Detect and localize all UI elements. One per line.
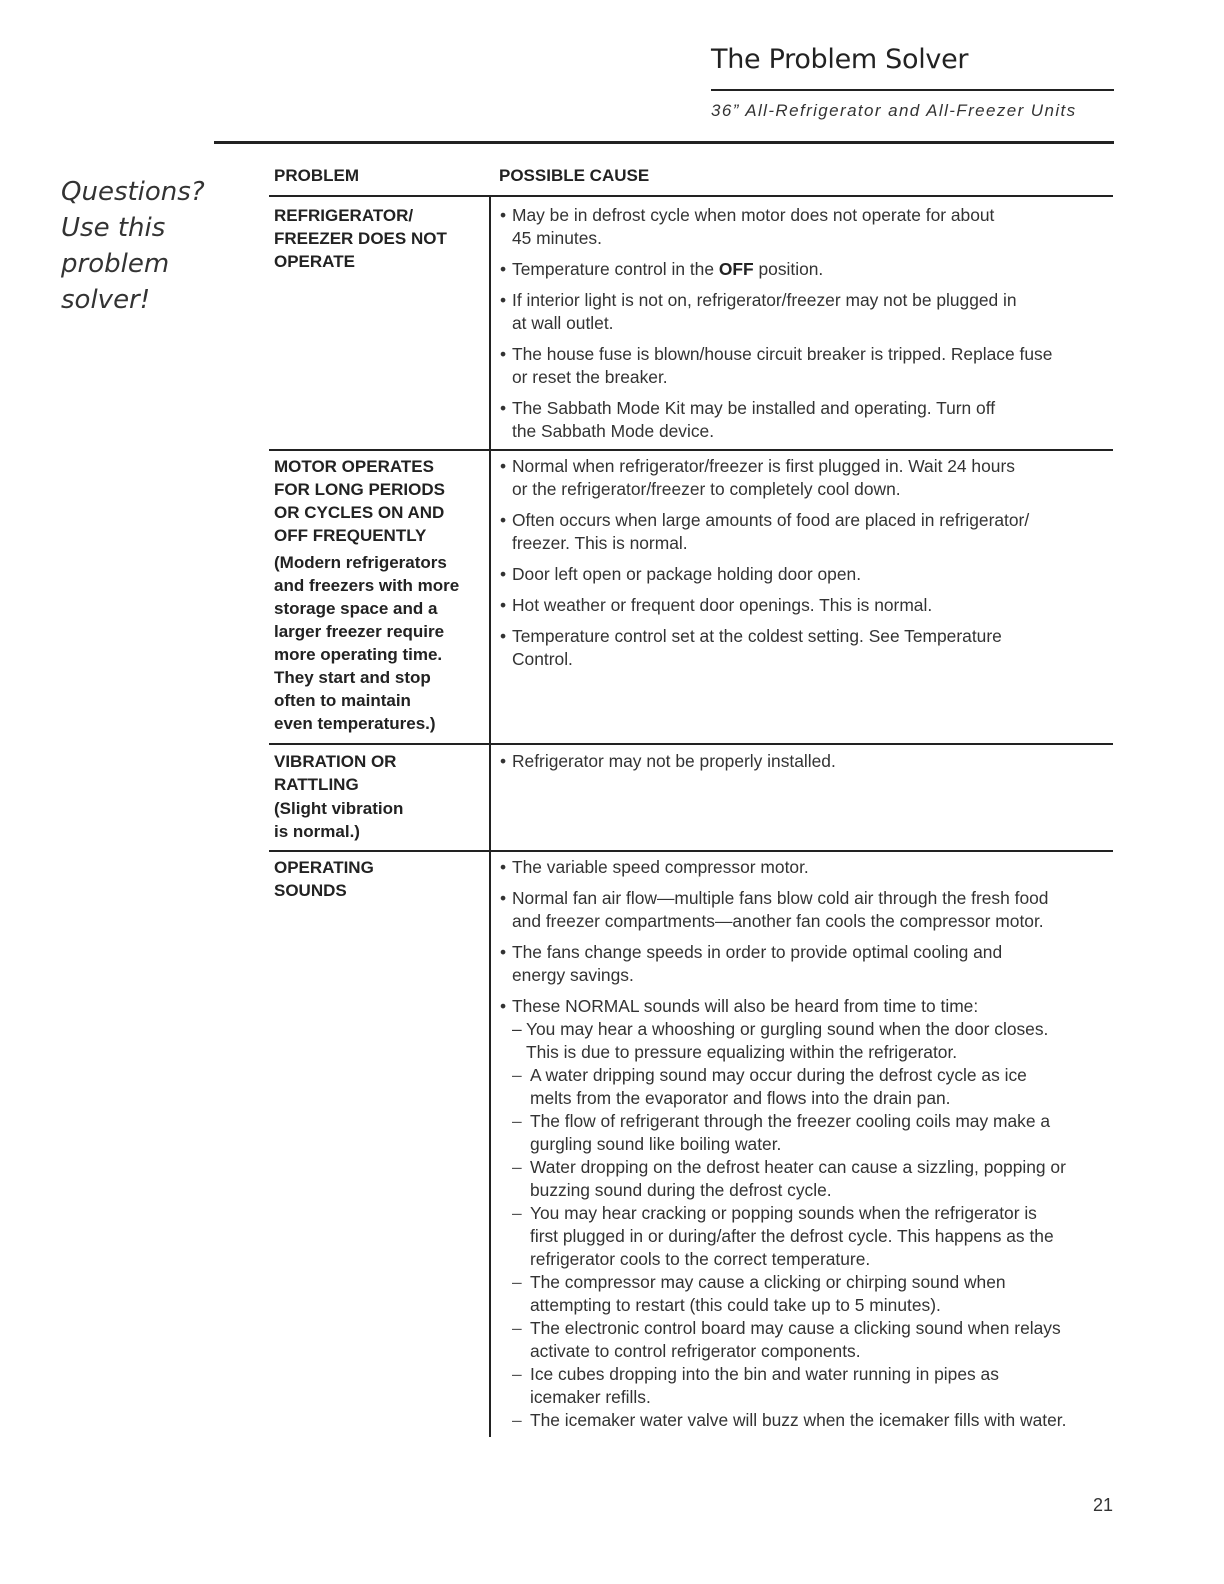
cause-item: • The fans change speeds in order to provide optimal cooling and energy savings. <box>500 941 1112 987</box>
cause-item: • Temperature control set at the coldest setting. See Temperature Control. <box>500 625 1112 671</box>
cause-item: • These NORMAL sounds will also be heard from time to time: <box>500 995 1112 1018</box>
problem-title: OPERATING SOUNDS <box>274 858 374 900</box>
problem-title: MOTOR OPERATES FOR LONG PERIODS OR CYCLES ON AND OFF FREQUENTLY <box>274 457 445 545</box>
page-title: The Problem Solver <box>711 44 969 75</box>
problem-note: (Modern refrigerators and freezers with more storage space and a larger freezer require more operating time. They start and stop often to maintain even temperatures.) <box>274 553 460 733</box>
header-rule <box>214 141 1114 144</box>
sidebar-line: problem <box>61 249 170 279</box>
problem-note: (Slight vibration is normal.) <box>274 799 404 841</box>
column-divider <box>489 197 491 1437</box>
table-header-rule <box>269 195 1113 197</box>
sound-item: – The flow of refrigerant through the freezer cooling coils may make a gurgling sound like boiling water. <box>500 1110 1112 1156</box>
sound-item: – Water dropping on the defrost heater can cause a sizzling, popping or buzzing sound during the defrost cycle. <box>500 1156 1112 1202</box>
cause-item <box>500 258 1112 281</box>
cause-list <box>500 750 1112 781</box>
column-header-cause: POSSIBLE CAUSE <box>499 166 650 185</box>
row-divider <box>269 850 1113 852</box>
cause-item: • The variable speed compressor motor. <box>500 856 1112 879</box>
cause-item: • If interior light is not on, refrigerator/freezer may not be plugged in at wall outlet. <box>500 289 1112 335</box>
sidebar-line: Questions? <box>61 177 205 207</box>
table-row-problem <box>274 204 484 273</box>
cause-list <box>500 204 1112 451</box>
sound-item: – You may hear a whooshing or gurgling sound when the door closes. This is due to pressure equalizing within the refrigerator. <box>500 1018 1112 1064</box>
header-divider <box>711 89 1114 91</box>
table-row-problem <box>274 750 484 843</box>
cause-item: • Door left open or package holding door open. <box>500 563 1112 586</box>
cause-item: • Normal fan air flow—multiple fans blow cold air through the fresh food and freezer compartments—another fan cools the compressor motor. <box>500 887 1112 933</box>
sound-item: – Ice cubes dropping into the bin and water running in pipes as icemaker refills. <box>500 1363 1112 1409</box>
table-row-problem <box>274 455 484 735</box>
sidebar-callout <box>61 174 211 318</box>
cause-item: • Normal when refrigerator/freezer is first plugged in. Wait 24 hours or the refrigerator/freezer to completely cool down. <box>500 455 1112 501</box>
cause-item: • Hot weather or frequent door openings. This is normal. <box>500 594 1112 617</box>
sound-item: – The electronic control board may cause a clicking sound when relays activate to control refrigerator components. <box>500 1317 1112 1363</box>
page-number: 21 <box>1093 1495 1114 1515</box>
row-divider <box>269 743 1113 745</box>
sidebar-line: Use this <box>61 213 166 243</box>
cause-text: Temperature control in the <box>512 259 719 279</box>
table-row-problem <box>274 856 484 902</box>
column-header-problem: PROBLEM <box>274 166 359 185</box>
page-subtitle: 36” All-Refrigerator and All-Freezer Units <box>711 101 1077 120</box>
sound-item: – The compressor may cause a clicking or chirping sound when attempting to restart (this could take up to 5 minutes). <box>500 1271 1112 1317</box>
cause-item: • The house fuse is blown/house circuit breaker is tripped. Replace fuse or reset the breaker. <box>500 343 1112 389</box>
problem-title: VIBRATION OR RATTLING <box>274 752 397 794</box>
cause-item: • May be in defrost cycle when motor does not operate for about 45 minutes. <box>500 204 1112 250</box>
cause-item: • Refrigerator may not be properly installed. <box>500 750 1112 773</box>
cause-item: • The Sabbath Mode Kit may be installed and operating. Turn off the Sabbath Mode device. <box>500 397 1112 443</box>
row-divider <box>269 449 1113 451</box>
cause-emphasis: OFF <box>718 259 754 279</box>
sidebar-line: solver! <box>61 285 151 315</box>
sound-item: – The icemaker water valve will buzz when the icemaker fills with water. <box>500 1409 1112 1432</box>
problem-title: REFRIGERATOR/ FREEZER DOES NOT OPERATE <box>274 206 447 271</box>
cause-list <box>500 455 1112 679</box>
cause-item: • Often occurs when large amounts of food are placed in refrigerator/ freezer. This is normal. <box>500 509 1112 555</box>
sound-item: – A water dripping sound may occur during the defrost cycle as ice melts from the evaporator and flows into the drain pan. <box>500 1064 1112 1110</box>
cause-list <box>500 856 1112 1432</box>
sound-item: – You may hear cracking or popping sounds when the refrigerator is first plugged in or during/after the defrost cycle. This happens as the refrigerator cools to the correct temperature. <box>500 1202 1112 1271</box>
cause-text: position. <box>753 259 824 279</box>
